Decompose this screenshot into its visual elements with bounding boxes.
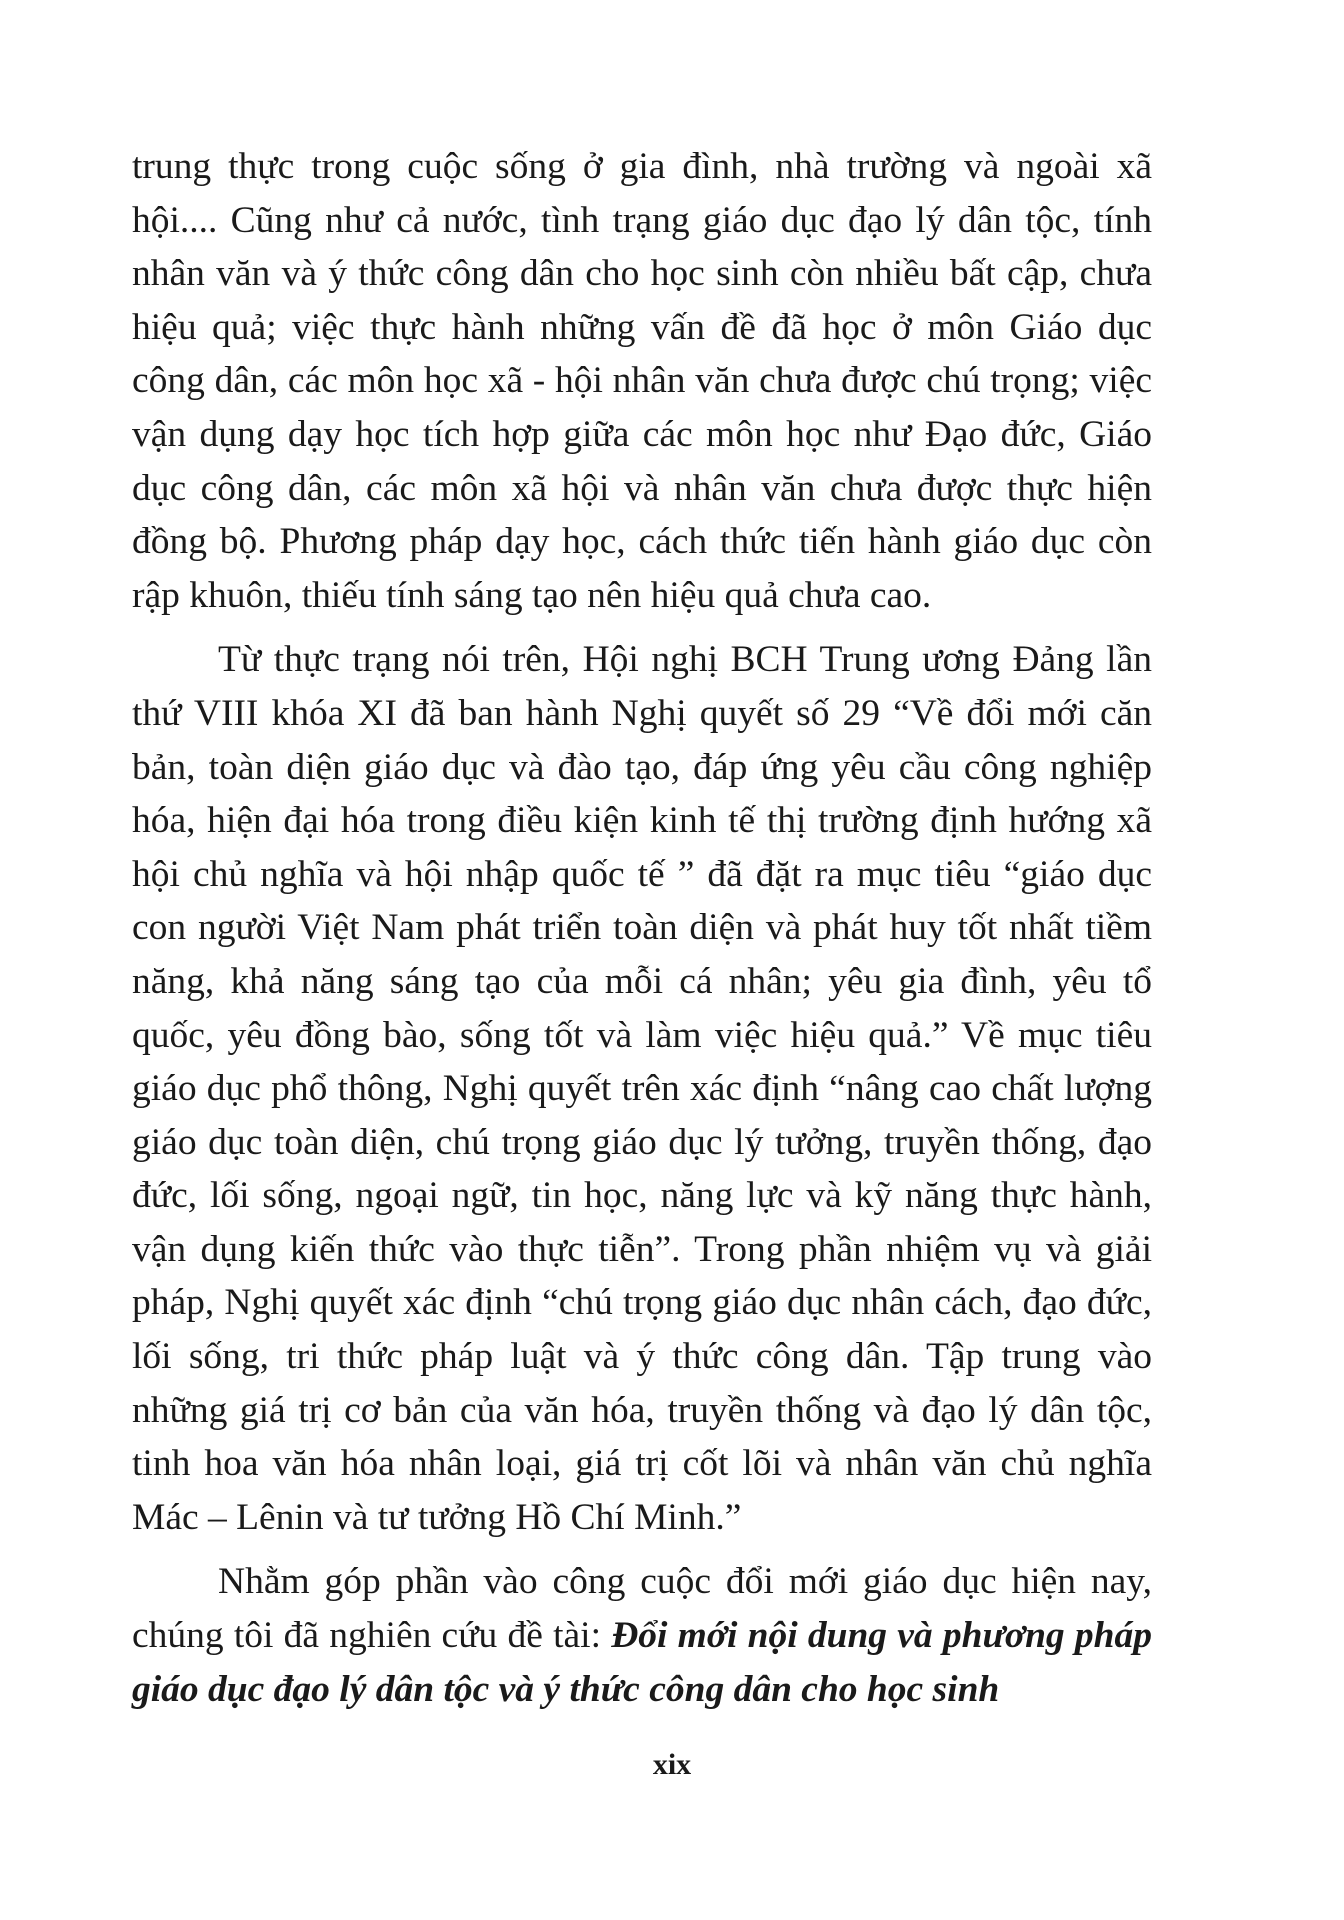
body-text (132, 140, 1152, 1716)
research-title: Đổi mới nội dung và phương pháp giáo dục đạo lý dân tộc và ý thức công dân cho học sinh (132, 1615, 1153, 1710)
paragraph-resolution: Từ thực trạng nói trên, Hội nghị BCH Trung ương Đảng lần thứ VIII khóa XI đã ban hành Nghị quyết số 29 “Về đổi mới căn bản, toàn diện giáo dục và đào tạo, đáp ứng yêu cầu công nghiệp hóa, hiện đại hóa trong điều kiện kinh tế thị trường định hướng xã hội chủ nghĩa và hội nhập quốc tế ” đã đặt ra mục tiêu “giáo dục con người Việt Nam phát triển toàn diện và phát huy tốt nhất tiềm năng, khả năng sáng tạo của mỗi cá nhân; yêu gia đình, yêu tổ quốc, yêu đồng bào, sống tốt và làm việc hiệu quả.” Về mục tiêu giáo dục phổ thông, Nghị quyết trên xác định “nâng cao chất lượng giáo dục toàn diện, chú trọng giáo dục lý tưởng, truyền thống, đạo đức, lối sống, ngoại ngữ, tin học, năng lực và kỹ năng thực hành, vận dụng kiến thức vào thực tiễn”. Trong phần nhiệm vụ và giải pháp, Nghị quyết xác định “chú trọng giáo dục nhân cách, đạo đức, lối sống, tri thức pháp luật và ý thức công dân. Tập trung vào những giá trị cơ bản của văn hóa, truyền thống và đạo lý dân tộc, tinh hoa văn hóa nhân loại, giá trị cốt lõi và nhân văn chủ nghĩa Mác – Lênin và tư tưởng Hồ Chí Minh.” (132, 639, 1152, 1538)
page-number: xix (652, 1748, 692, 1781)
paragraph-continuation: trung thực trong cuộc sống ở gia đình, nhà trường và ngoài xã hội.... Cũng như cả nước, tình trạng giáo dục đạo lý dân tộc, tính nhân văn và ý thức công dân cho học sinh còn nhiều bất cập, chưa hiệu quả; việc thực hành những vấn đề đã học ở môn Giáo dục công dân, các môn học xã - hội nhân văn chưa được chú trọng; việc vận dụng dạy học tích hợp giữa các môn học như Đạo đức, Giáo dục công dân, các môn xã hội và nhân văn chưa được thực hiện đồng bộ. Phương pháp dạy học, cách thức tiến hành giáo dục còn rập khuôn, thiếu tính sáng tạo nên hiệu quả chưa cao. (132, 146, 1152, 616)
paragraph-research-topic (132, 1555, 1152, 1716)
research-intro-text: Nhằm góp phần vào công cuộc đổi mới giáo dục hiện nay, chúng tôi đã nghiên cứu đề tài: (132, 1561, 1152, 1657)
